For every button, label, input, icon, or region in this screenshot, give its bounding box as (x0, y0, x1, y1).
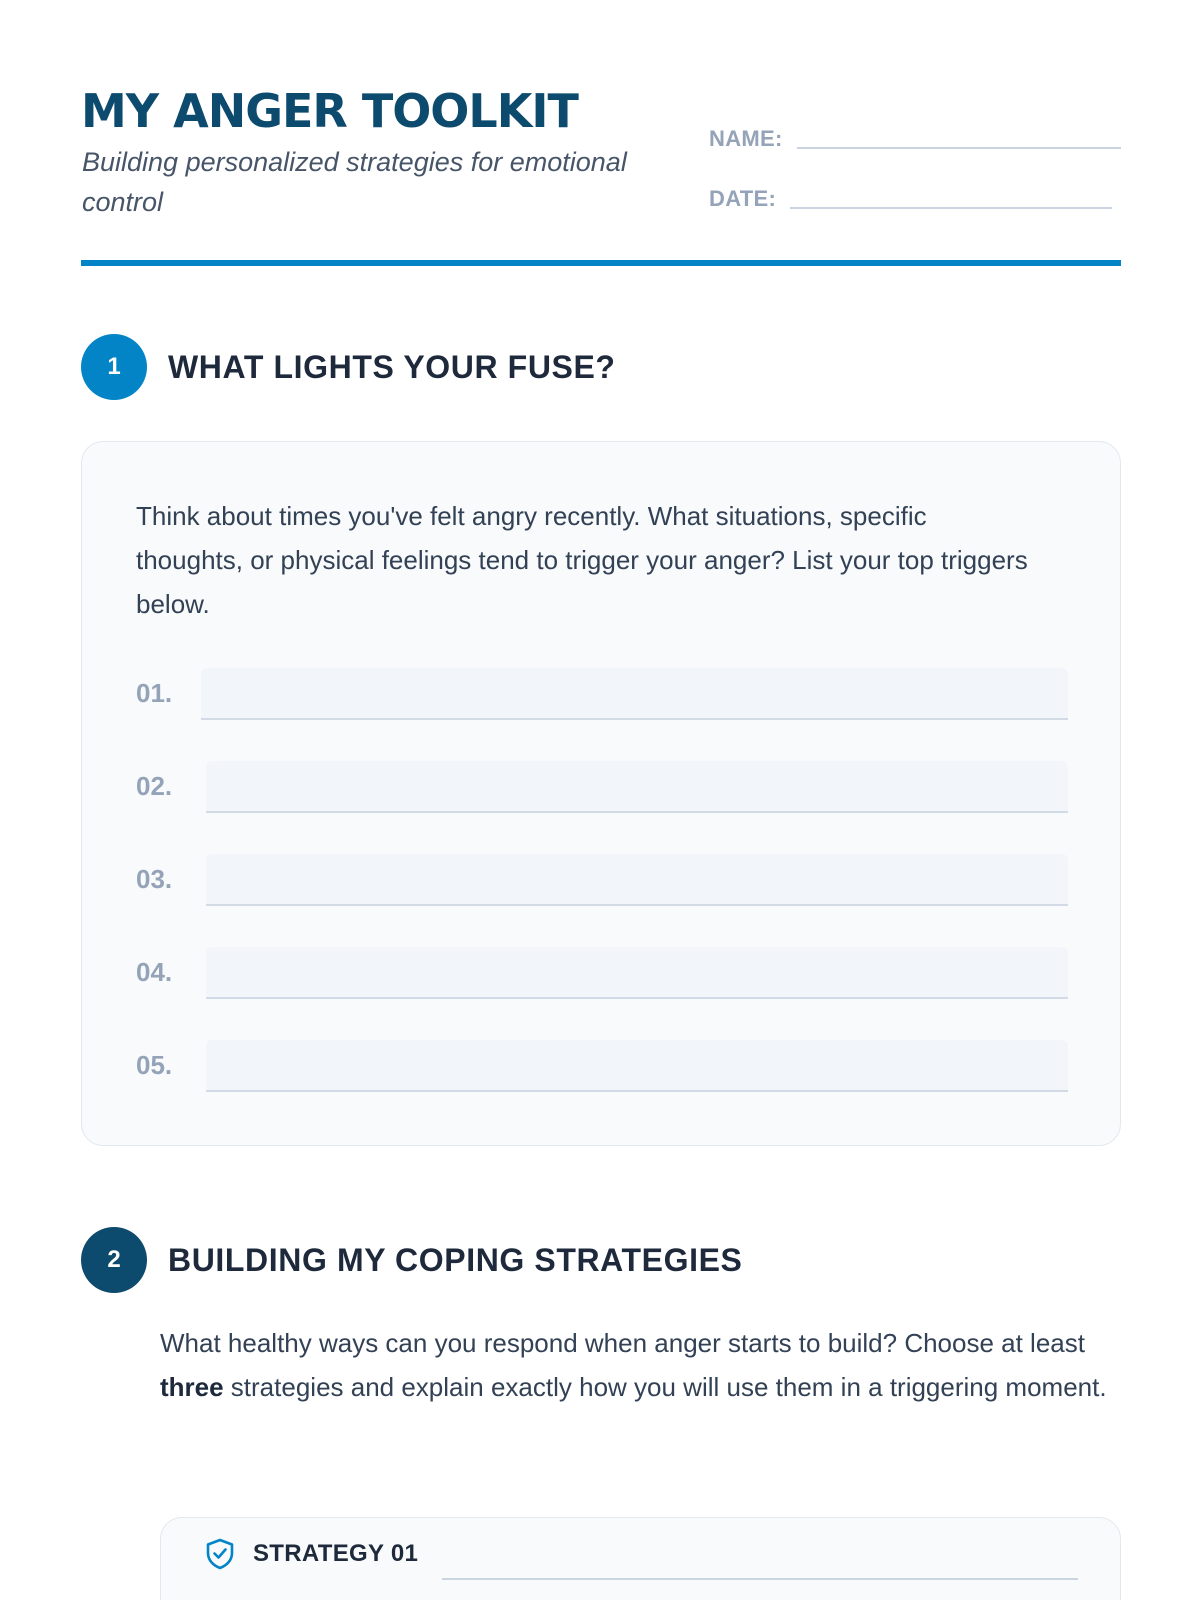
strategy-label: STRATEGY 01 (253, 1540, 419, 1567)
section-1-heading (81, 334, 616, 400)
date-field-row (709, 186, 1112, 212)
strategy-heading (205, 1538, 418, 1570)
strategies-instructions (160, 1321, 1120, 1409)
name-field-row (709, 126, 1121, 152)
section-number-badge: 2 (81, 1227, 147, 1293)
trigger-number: 05. (136, 1050, 173, 1080)
trigger-row (136, 668, 1068, 720)
instructions-text: strategies and explain exactly how you will use them in a triggering moment. (223, 1372, 1107, 1402)
date-field[interactable] (790, 207, 1112, 209)
name-field[interactable] (797, 147, 1121, 149)
section-number-badge: 1 (81, 334, 147, 400)
shield-check-icon (205, 1538, 235, 1570)
page-title: MY ANGER TOOLKIT (81, 84, 578, 138)
page-subtitle: Building personalized strategies for emotional control (82, 147, 627, 217)
trigger-row (136, 761, 1068, 813)
trigger-input[interactable] (206, 854, 1068, 906)
strategy-name-field[interactable] (442, 1578, 1078, 1580)
trigger-number: 02. (136, 771, 173, 801)
trigger-input[interactable] (206, 1040, 1068, 1092)
section-title: BUILDING MY COPING STRATEGIES (168, 1241, 743, 1278)
instructions-text: What healthy ways can you respond when anger starts to build? Choose at least (160, 1328, 1085, 1358)
trigger-number: 01. (136, 678, 173, 708)
trigger-row (136, 1040, 1068, 1092)
trigger-row (136, 854, 1068, 906)
date-label: DATE: (709, 186, 777, 211)
trigger-row (136, 947, 1068, 999)
header-divider (81, 260, 1121, 266)
trigger-input[interactable] (206, 761, 1068, 813)
name-label: NAME: (709, 126, 783, 151)
trigger-number: 03. (136, 864, 173, 894)
trigger-number: 04. (136, 957, 173, 987)
trigger-input[interactable] (201, 668, 1068, 720)
worksheet-header (81, 84, 1121, 270)
section-title: WHAT LIGHTS YOUR FUSE? (168, 348, 616, 385)
instructions-emphasis: three (160, 1372, 224, 1402)
triggers-card (81, 441, 1121, 1146)
trigger-input[interactable] (206, 947, 1068, 999)
triggers-instructions: Think about times you've felt angry recently. What situations, specific thoughts, or physical feelings tend to trigger your anger? List your top triggers below. (136, 501, 1028, 619)
worksheet-page (81, 0, 1121, 1600)
section-2-heading (81, 1227, 742, 1293)
strategy-card (160, 1517, 1121, 1600)
